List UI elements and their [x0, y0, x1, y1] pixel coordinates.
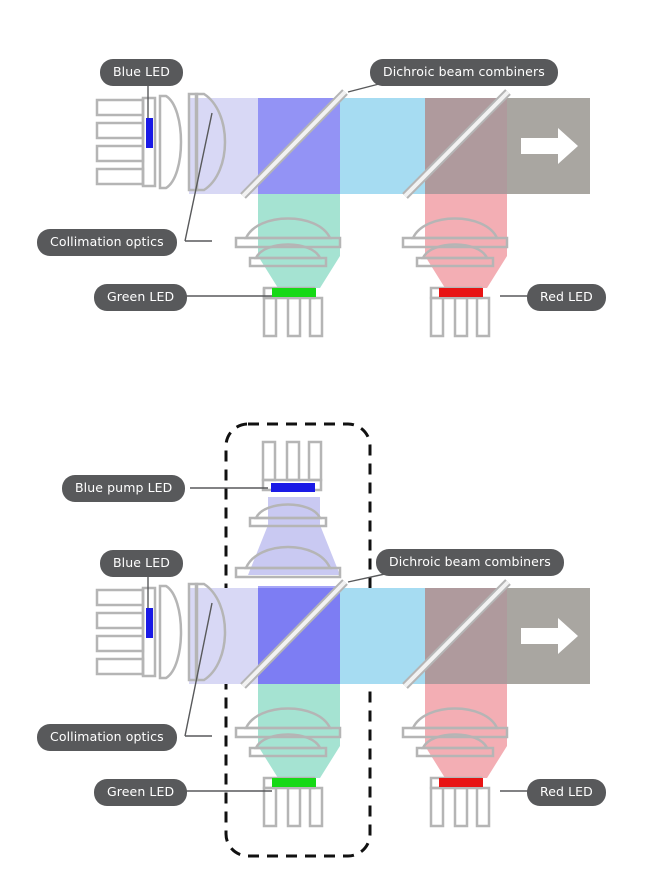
red-mixed-beam — [425, 98, 507, 194]
green-led-emitter — [272, 288, 316, 297]
label-green-led-bottom: Green LED — [94, 779, 187, 806]
blue-pump-led-emitter — [271, 483, 315, 492]
label-red-led-bottom: Red LED — [527, 779, 606, 806]
blue-led-emitter — [146, 118, 153, 148]
label-collimation-bottom: Collimation optics — [37, 724, 177, 751]
label-dichroic-bottom: Dichroic beam combiners — [376, 549, 564, 576]
green-beam-cone — [258, 256, 340, 288]
red-led-emitter-2 — [439, 778, 483, 787]
label-collimation-top: Collimation optics — [37, 229, 177, 256]
blue-led-emitter-2 — [146, 608, 153, 638]
label-blue-led-top: Blue LED — [100, 59, 183, 86]
green-led-emitter-2 — [272, 778, 316, 787]
green-beam-cone-2 — [258, 746, 340, 778]
label-green-led-top: Green LED — [94, 284, 187, 311]
blue-led-primary-lens — [160, 96, 181, 188]
label-dichroic-top: Dichroic beam combiners — [370, 59, 558, 86]
blue-led-primary-lens-2 — [160, 586, 181, 678]
blue-source-beam — [189, 98, 258, 194]
red-beam-cone — [425, 256, 507, 288]
label-blue-pump-led: Blue pump LED — [62, 475, 185, 502]
red-mixed-beam-2 — [425, 588, 507, 684]
blue-source-beam-2 — [189, 588, 258, 684]
red-led-emitter — [439, 288, 483, 297]
red-beam-cone-2 — [425, 746, 507, 778]
label-blue-led-bottom: Blue LED — [100, 550, 183, 577]
label-red-led-top: Red LED — [527, 284, 606, 311]
blue-pump-led-heatsink — [263, 442, 321, 490]
